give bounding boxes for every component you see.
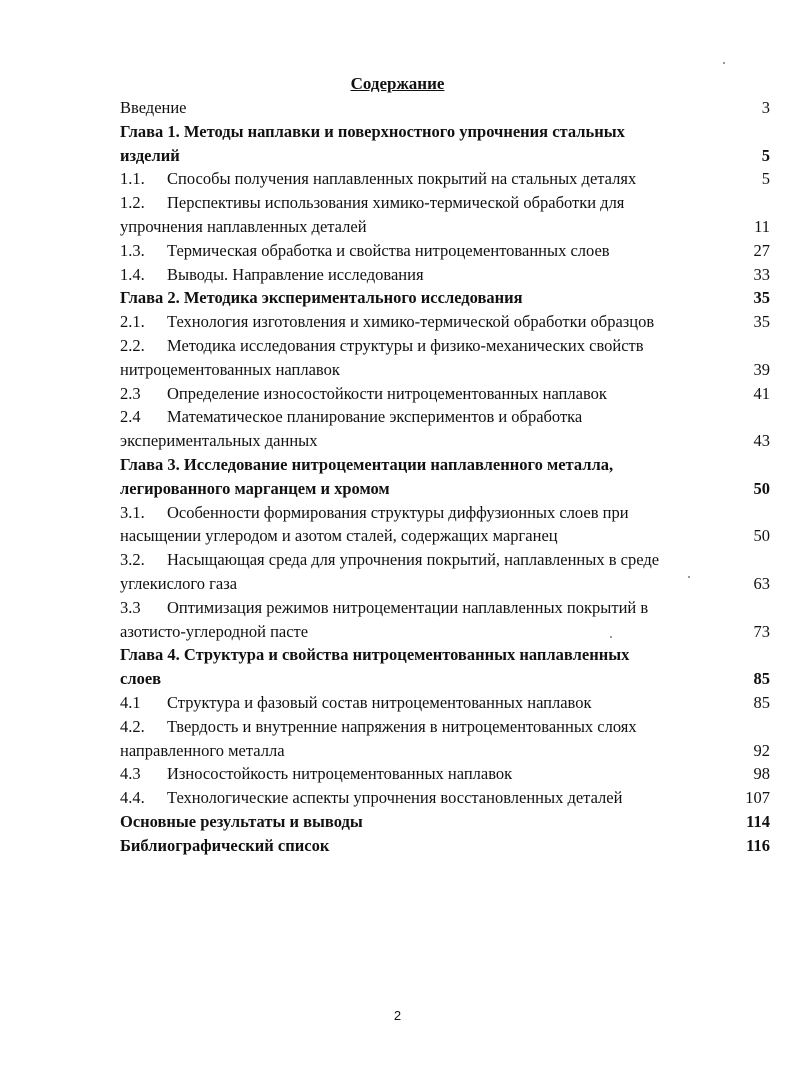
toc-entry-text xyxy=(120,144,734,168)
toc-entry xyxy=(120,596,770,644)
toc-entry-text xyxy=(120,620,734,644)
toc-entry-text xyxy=(120,334,734,358)
toc-entry-line xyxy=(120,382,770,406)
toc-entry-label: Глава 3. Исследование нитроцементации наплавленного металла, xyxy=(120,454,614,474)
toc-entry-text xyxy=(120,715,734,739)
toc-page-number: 41 xyxy=(753,383,770,403)
toc-entry-number: 1.3. xyxy=(120,240,145,260)
toc-entry-label: Определение износостойкости нитроцементованных наплавок xyxy=(167,383,607,403)
toc-entry-text xyxy=(120,120,734,144)
toc-entry-label: Введение xyxy=(120,98,187,117)
toc-entry xyxy=(120,548,770,596)
toc-entry-line xyxy=(120,596,770,620)
toc-entry-line xyxy=(120,477,770,501)
toc-entry-label: Перспективы использования химико-термической обработки для xyxy=(167,193,625,213)
toc-entry-number: 3.3 xyxy=(120,597,141,617)
scan-speck xyxy=(688,576,690,578)
toc-entry-line xyxy=(120,215,770,239)
toc-entry-number: 1.2. xyxy=(120,193,145,213)
toc-entry-number: 4.2. xyxy=(120,716,145,736)
toc-entry xyxy=(120,643,770,691)
toc-entry-number: 4.4. xyxy=(120,788,145,808)
toc-entry-line xyxy=(120,334,770,358)
toc-entry-label: насыщении углеродом и азотом сталей, содержащих марганец xyxy=(120,526,558,546)
toc-entry-text xyxy=(120,191,734,215)
toc-entry-text xyxy=(120,524,734,548)
toc-entry-line xyxy=(120,144,770,168)
toc-entry-line xyxy=(120,310,770,334)
toc-entry-label: Выводы. Направление исследования xyxy=(167,264,424,284)
toc-entry-label: слоев xyxy=(120,669,162,689)
toc-entry-label: изделий xyxy=(120,145,180,165)
toc-entry-label: Глава 4. Структура и свойства нитроцементованных наплавленных xyxy=(120,645,630,665)
toc-page-number: 5 xyxy=(761,169,770,189)
toc-entry-line xyxy=(120,96,770,120)
toc-entry-text xyxy=(120,691,734,715)
toc-entry-line xyxy=(120,762,770,786)
toc-entry-number: 1.1. xyxy=(120,169,145,189)
toc-page-number: 5 xyxy=(761,145,770,165)
toc-entry-text xyxy=(120,453,734,477)
toc-page-number: 33 xyxy=(753,264,770,284)
toc-entry xyxy=(120,239,770,263)
toc-entry-label: Глава 1. Методы наплавки и поверхностного упрочнения стальных xyxy=(120,121,625,141)
toc-entry-label: азотисто-углеродной пасте xyxy=(120,621,309,641)
toc-entry-line xyxy=(120,834,770,858)
toc-entry-text xyxy=(120,310,734,334)
toc-entry xyxy=(120,167,770,191)
toc-entry xyxy=(120,405,770,453)
toc-entry-label: Термическая обработка и свойства нитроцементованных слоев xyxy=(167,240,610,260)
toc-entry-number: 2.1. xyxy=(120,312,145,332)
toc-entry-text xyxy=(120,215,734,239)
toc-page-number: 43 xyxy=(753,431,770,451)
toc-entry-number: 4.3 xyxy=(120,764,141,784)
toc-entry-line xyxy=(120,263,770,287)
toc-entry-label: Глава 2. Методика экспериментального исследования xyxy=(120,288,523,308)
toc-entry-label: упрочнения наплавленных деталей xyxy=(120,216,367,236)
toc-entry-label: Технология изготовления и химико-термической обработки образцов xyxy=(167,312,655,332)
toc-entry-label: Твердость и внутренние напряжения в нитроцементованных слоях xyxy=(167,716,637,736)
toc-entry-text xyxy=(120,239,734,263)
toc-page-number: 107 xyxy=(745,788,770,808)
toc-entry-line xyxy=(120,405,770,429)
toc-entry-number: 1.4. xyxy=(120,264,145,284)
toc-entry-text xyxy=(120,501,734,525)
toc-entry-text xyxy=(120,477,734,501)
toc-entry xyxy=(120,691,770,715)
toc-entry-line xyxy=(120,691,770,715)
toc-entry-label: Способы получения наплавленных покрытий на стальных деталях xyxy=(167,169,637,189)
toc-entry-number: 2.2. xyxy=(120,335,145,355)
toc-entry-text xyxy=(120,596,734,620)
page-title: Содержание xyxy=(350,74,445,93)
toc-entry-label: углекислого газа xyxy=(120,573,238,593)
toc-entry-line xyxy=(120,501,770,525)
toc-entry-number: 3.2. xyxy=(120,550,145,570)
toc-page-number: 116 xyxy=(746,835,770,855)
toc-entry-text xyxy=(120,167,734,191)
toc-entry-text xyxy=(120,834,734,858)
toc-page-number: 3 xyxy=(761,98,770,117)
toc-entry xyxy=(120,96,770,120)
toc-entry-text xyxy=(120,286,734,310)
toc-entry-label: Библиографический список xyxy=(120,835,330,855)
toc-entry-line xyxy=(120,810,770,834)
toc-page-number: 27 xyxy=(753,240,770,260)
toc-entry xyxy=(120,834,770,858)
toc-entry-label: нитроцементованных наплавок xyxy=(120,359,340,379)
toc-entry-label: Технологические аспекты упрочнения восстановленных деталей xyxy=(167,788,623,808)
toc-entry-label: Математическое планирование экспериментов и обработка xyxy=(167,407,583,427)
scan-speck xyxy=(610,636,612,638)
toc-entry-label: Методика исследования структуры и физико-механических свойств xyxy=(167,335,644,355)
toc-entry-text xyxy=(120,810,734,834)
toc-page-number: 85 xyxy=(753,692,770,712)
toc-entry xyxy=(120,120,770,168)
toc-entry-line xyxy=(120,786,770,810)
toc-entry-line xyxy=(120,453,770,477)
toc-page-number: 35 xyxy=(753,312,770,332)
toc-entry-number: 3.1. xyxy=(120,502,145,522)
toc-page-number: 35 xyxy=(753,288,770,308)
toc-entry-label: Структура и фазовый состав нитроцементованных наплавок xyxy=(167,692,592,712)
toc-entry-text xyxy=(120,429,734,453)
toc-entry-text xyxy=(120,358,734,382)
toc-page-number: 85 xyxy=(753,669,770,689)
scan-speck xyxy=(723,62,725,64)
toc-entry-line xyxy=(120,739,770,763)
toc-entry xyxy=(120,810,770,834)
toc-entry-label: легированного марганцем и хромом xyxy=(120,478,390,498)
toc-entry-line xyxy=(120,191,770,215)
toc-entry-text xyxy=(120,382,734,406)
toc-page-number: 50 xyxy=(753,478,770,498)
toc-page-number: 114 xyxy=(746,811,770,831)
toc-entry xyxy=(120,762,770,786)
toc-entry-line xyxy=(120,572,770,596)
toc-entry-line xyxy=(120,667,770,691)
toc-page-number: 92 xyxy=(753,740,770,760)
toc-entry-label: Особенности формирования структуры диффузионных слоев при xyxy=(167,502,629,522)
toc-entry-line xyxy=(120,715,770,739)
toc-entry xyxy=(120,263,770,287)
toc-page-number: 50 xyxy=(753,526,770,546)
toc-entry-text xyxy=(120,643,734,667)
toc-entry xyxy=(120,286,770,310)
toc-entry-line xyxy=(120,524,770,548)
toc-entry-line xyxy=(120,239,770,263)
toc-entry-line xyxy=(120,548,770,572)
toc-entry xyxy=(120,453,770,501)
toc-page-number: 98 xyxy=(753,764,770,784)
toc-entry-text xyxy=(120,762,734,786)
table-of-contents xyxy=(120,96,770,858)
toc-entry-label: Основные результаты и выводы xyxy=(120,811,363,831)
toc-entry xyxy=(120,310,770,334)
toc-entry xyxy=(120,334,770,382)
toc-entry-line xyxy=(120,286,770,310)
toc-entry-label: Оптимизация режимов нитроцементации наплавленных покрытий в xyxy=(167,597,649,617)
page-number: 2 xyxy=(393,1008,402,1023)
toc-entry-text xyxy=(120,263,734,287)
toc-entry-line xyxy=(120,358,770,382)
toc-entry-label: направленного металла xyxy=(120,740,285,760)
toc-entry xyxy=(120,786,770,810)
toc-page-number: 63 xyxy=(753,573,770,593)
toc-entry xyxy=(120,501,770,549)
toc-entry-text xyxy=(120,739,734,763)
toc-entry-number: 4.1 xyxy=(120,692,141,712)
toc-entry-label: экспериментальных данных xyxy=(120,431,318,451)
toc-entry-text xyxy=(120,667,734,691)
toc-page-number: 11 xyxy=(754,216,770,236)
toc-entry-line xyxy=(120,167,770,191)
toc-page-number: 73 xyxy=(753,621,770,641)
toc-entry xyxy=(120,715,770,763)
toc-entry-text xyxy=(120,405,734,429)
toc-entry-line xyxy=(120,643,770,667)
toc-entry-line xyxy=(120,620,770,644)
toc-entry-line xyxy=(120,120,770,144)
toc-entry-number: 2.4 xyxy=(120,407,141,427)
toc-entry-text xyxy=(120,96,734,120)
toc-entry-line xyxy=(120,429,770,453)
toc-entry-label: Износостойкость нитроцементованных наплавок xyxy=(167,764,513,784)
toc-entry-text xyxy=(120,786,734,810)
toc-entry-label: Насыщающая среда для упрочнения покрытий, наплавленных в среде xyxy=(167,550,660,570)
toc-entry xyxy=(120,382,770,406)
toc-entry-text xyxy=(120,572,734,596)
toc-entry-number: 2.3 xyxy=(120,383,141,403)
toc-entry xyxy=(120,191,770,239)
toc-page-number: 39 xyxy=(753,359,770,379)
toc-entry-text xyxy=(120,548,734,572)
